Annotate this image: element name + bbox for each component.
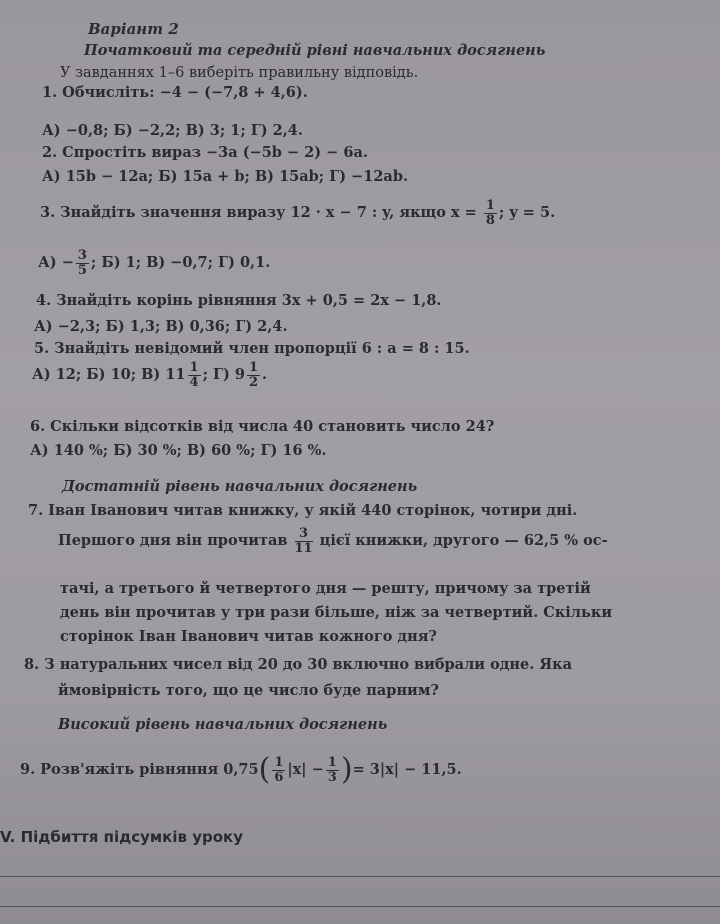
fraction-numerator: 1	[274, 754, 284, 770]
question-2: 2. Спростіть вираз −3a (−5b − 2) − 6a.	[42, 144, 368, 161]
paren-open: (	[258, 752, 271, 787]
question-8-line1: 8. З натуральних чисел від 20 до 30 включно вибрали одне. Яка	[24, 656, 573, 673]
question-5: 5. Знайдіть невідомий член пропорції 6 : a = 8 : 15.	[34, 340, 470, 357]
question-8-line2: ймовірність того, що це число буде парним?	[58, 682, 439, 699]
fraction-denominator: 3	[327, 769, 337, 785]
answers-5	[32, 360, 267, 390]
answers-4: А) −2,3; Б) 1,3; В) 0,36; Г) 2,4.	[34, 318, 288, 335]
fraction-numerator: 3	[295, 527, 313, 542]
question-7-line3: тачі, а третього й четвертого дня — решту, причому за третій	[60, 580, 591, 597]
question-9	[20, 752, 462, 788]
bottom-rule-1	[0, 876, 720, 877]
fraction-three-fifths	[76, 249, 89, 278]
question-9-end: = 3|x| − 11,5.	[352, 761, 462, 778]
answers-3	[38, 248, 270, 278]
answers-1: А) −0,8; Б) −2,2; В) 3; 1; Г) 2,4.	[42, 122, 303, 139]
variant-title: Варіант 2	[88, 20, 179, 38]
answers-5-end: .	[262, 366, 268, 383]
question-7-line4: день він прочитав у три рази більше, ніж за четвертий. Скільки	[60, 604, 613, 621]
question-7-line2-start: Першого дня він прочитав	[58, 532, 288, 549]
fraction-one-half	[247, 361, 260, 390]
fraction-numerator: 1	[249, 359, 259, 375]
question-7-line2-end: цієї книжки, другого — 62,5 % ос-	[319, 532, 608, 549]
fraction-numerator: 3	[77, 247, 87, 263]
question-9-mid: |x| −	[287, 761, 324, 778]
bottom-rule-2	[0, 906, 720, 907]
question-6: 6. Скільки відсотків від числа 40 становить число 24?	[30, 418, 495, 435]
section-heading: V. Підбиття підсумків уроку	[0, 828, 243, 846]
level2-title: Достатній рівень навчальних досягнень	[62, 478, 418, 495]
fraction-denominator: 11	[294, 540, 313, 556]
paren-close: )	[340, 752, 353, 787]
question-3-text: 3. Знайдіть значення виразу 12 · x − 7 : y, якщо x =	[40, 204, 477, 221]
answers-2: А) 15b − 12a; Б) 15a + b; В) 15ab; Г) −12ab.	[42, 168, 409, 185]
fraction-numerator: 1	[485, 197, 495, 213]
question-3-text-end: ; y = 5.	[498, 204, 556, 221]
fraction-denominator: 4	[189, 374, 199, 390]
fraction-denominator: 5	[77, 262, 87, 278]
question-7-line5: сторінок Іван Іванович читав кожного дня?	[60, 628, 437, 645]
question-4: 4. Знайдіть корінь рівняння 3x + 0,5 = 2x − 1,8.	[36, 292, 442, 309]
instruction: У завданнях 1–6 виберіть правильну відповідь.	[60, 65, 419, 81]
answers-3-rest: ; Б) 1; В) −0,7; Г) 0,1.	[90, 254, 271, 271]
answers-5-g-label: ; Г) 9	[202, 366, 245, 383]
question-7-line2	[58, 526, 608, 556]
question-1: 1. Обчисліть: −4 − (−7,8 + 4,6).	[42, 84, 308, 101]
fraction-one-eighth	[484, 199, 497, 228]
fraction-one-third	[326, 756, 339, 785]
question-7-line1: 7. Іван Іванович читав книжку, у якій 440 сторінок, чотири дні.	[28, 502, 578, 519]
answers-3-label: А) −	[38, 254, 74, 271]
fraction-denominator: 2	[249, 374, 259, 390]
level1-title: Початковий та середній рівні навчальних досягнень	[84, 42, 546, 59]
answers-6: А) 140 %; Б) 30 %; В) 60 %; Г) 16 %.	[30, 442, 327, 459]
question-9-text: 9. Розв'яжіть рівняння 0,75	[20, 761, 259, 778]
fraction-three-elevenths	[295, 527, 313, 556]
question-3	[40, 198, 555, 228]
fraction-numerator: 1	[189, 359, 199, 375]
fraction-denominator: 6	[274, 769, 284, 785]
fraction-denominator: 8	[485, 212, 495, 228]
fraction-numerator: 1	[327, 754, 337, 770]
fraction-one-sixth	[272, 756, 285, 785]
level3-title: Високий рівень навчальних досягнень	[58, 716, 388, 733]
fraction-one-quarter	[188, 361, 201, 390]
answers-5-prefix: А) 12; Б) 10; В) 11	[32, 366, 186, 383]
